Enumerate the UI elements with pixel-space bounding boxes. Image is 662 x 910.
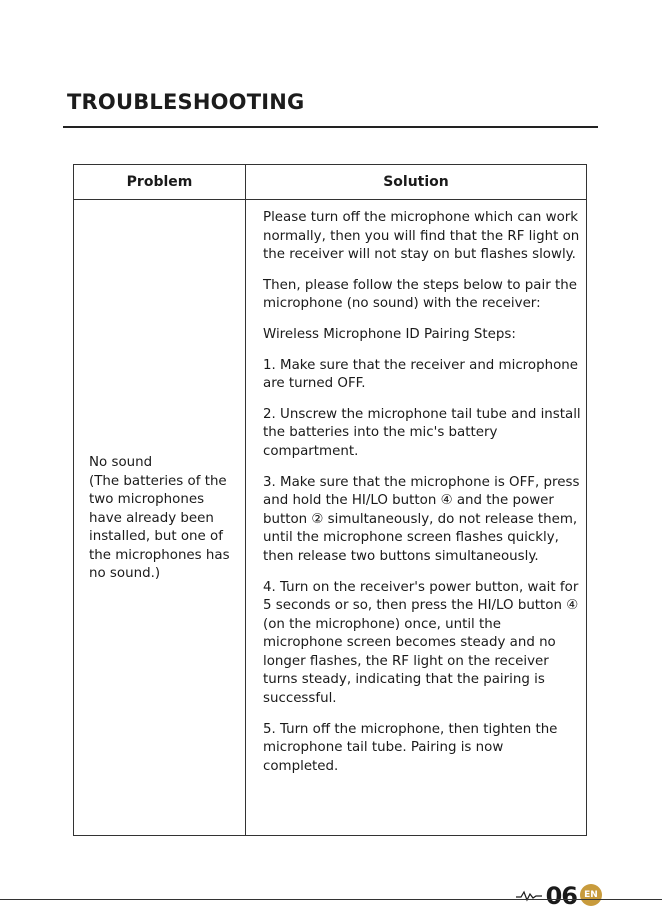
solution-paragraph-followup: Then, please follow the steps below to pair the microphone (no sound) with the receiver: [263,277,577,312]
solution-step-1: 1. Make sure that the receiver and microphone are turned OFF. [263,357,578,392]
solution-step-2: 2. Unscrew the microphone tail tube and install the batteries into the mic's battery compartment. [263,406,581,459]
footer-rule [0,899,662,900]
solution-step-5: 5. Turn off the microphone, then tighten the microphone tail tube. Pairing is now completed. [263,721,558,774]
page-footer [516,882,602,910]
troubleshooting-table [73,164,587,836]
solution-step-3: 3. Make sure that the microphone is OFF, press and hold the HI/LO button ④ and the power button ② simultaneously, do not release them, until the microphone screen flashes quickly, then release two buttons simultaneously. [263,474,580,564]
column-header-problem: Problem [126,174,193,190]
solution-step-4: 4. Turn on the receiver's power button, wait for 5 seconds or so, then press the HI/LO button ④ (on the microphone) once, until the microphone screen becomes steady and no longer flashes, the RF light on the receiver turns steady, indicating that the pairing is successful. [263,579,579,707]
column-divider [245,165,246,835]
problem-cell: No sound (The batteries of the two microphones have already been installed, but one of the microphones has no sound.) [89,455,230,581]
title-divider [63,126,598,128]
header-divider [74,199,586,200]
page-number: 06 [545,882,577,910]
solution-steps-heading: Wireless Microphone ID Pairing Steps: [263,326,516,342]
column-header-solution: Solution [383,174,449,190]
language-badge: EN [580,884,602,906]
solution-paragraph-intro: Please turn off the microphone which can work normally, then you will find that the RF light on the receiver will not stay on but flashes slowly. [263,210,580,263]
page-title: TROUBLESHOOTING [67,90,305,114]
solution-cell [263,209,581,788]
